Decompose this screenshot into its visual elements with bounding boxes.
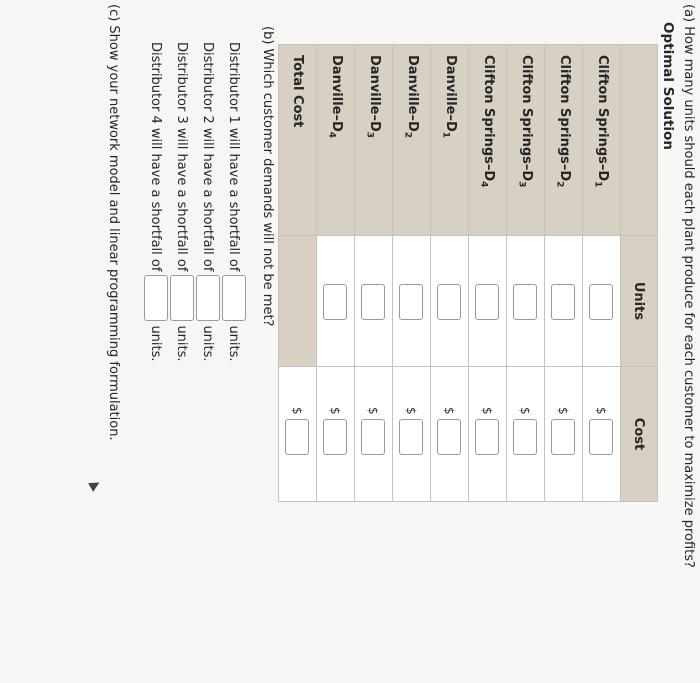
shortfall-text: Distributor 3 will have a shortfall of	[174, 42, 190, 272]
shortfall-input[interactable]	[144, 275, 168, 321]
total-cost-input[interactable]	[286, 419, 310, 455]
table-row	[317, 45, 355, 502]
cost-cell	[431, 367, 469, 502]
units-cell	[469, 236, 507, 367]
cost-cell	[583, 367, 621, 502]
cost-input[interactable]	[476, 419, 500, 455]
row-label: Danville–$D_4$	[317, 45, 355, 236]
total-cost-label: Total Cost	[279, 45, 317, 236]
cost-input[interactable]	[514, 419, 538, 455]
units-cell	[431, 236, 469, 367]
question-c-text: (c) Show your network model and linear programming formulation.	[106, 4, 121, 441]
shortfall-row	[196, 42, 220, 362]
optimal-solution-table	[278, 44, 658, 502]
dollar-sign: $	[328, 407, 343, 415]
units-input[interactable]	[362, 284, 386, 320]
total-cost-row	[279, 45, 317, 502]
shortfall-input[interactable]	[222, 275, 246, 321]
cost-input[interactable]	[400, 419, 424, 455]
cost-cell	[469, 367, 507, 502]
question-b-text: (b) Which customer demands will not be met?	[260, 26, 275, 327]
shortfall-text: Distributor 2 will have a shortfall of	[200, 42, 216, 272]
units-column-header: Units	[621, 236, 658, 367]
table-row	[545, 45, 583, 502]
row-label: Clifton Springs–$D_1$	[583, 45, 621, 236]
dollar-sign: $	[518, 407, 533, 415]
table-row	[393, 45, 431, 502]
table-corner-header	[621, 45, 658, 236]
mouse-cursor-icon	[88, 478, 102, 492]
units-cell	[393, 236, 431, 367]
table-row	[431, 45, 469, 502]
units-input[interactable]	[514, 284, 538, 320]
row-label: Danville–$D_1$	[431, 45, 469, 236]
row-label: Clifton Springs–$D_4$	[469, 45, 507, 236]
shortfall-row	[170, 42, 194, 362]
cost-input[interactable]	[552, 419, 576, 455]
cost-cell	[507, 367, 545, 502]
cost-cell	[393, 367, 431, 502]
units-cell	[507, 236, 545, 367]
cost-input[interactable]	[590, 419, 614, 455]
units-suffix: units.	[174, 325, 190, 362]
dollar-sign: $	[290, 407, 305, 415]
cost-input[interactable]	[438, 419, 462, 455]
dollar-sign: $	[480, 407, 495, 415]
units-input[interactable]	[552, 284, 576, 320]
units-cell	[355, 236, 393, 367]
table-row	[507, 45, 545, 502]
units-cell	[545, 236, 583, 367]
table-row	[469, 45, 507, 502]
units-input[interactable]	[438, 284, 462, 320]
row-label: Clifton Springs–$D_2$	[545, 45, 583, 236]
dollar-sign: $	[366, 407, 381, 415]
cost-cell	[317, 367, 355, 502]
shortfall-input[interactable]	[196, 275, 220, 321]
shortfall-row	[144, 42, 168, 362]
units-input[interactable]	[324, 284, 348, 320]
units-suffix: units.	[226, 325, 242, 362]
units-cell	[317, 236, 355, 367]
dollar-sign: $	[442, 407, 457, 415]
dollar-sign: $	[404, 407, 419, 415]
dollar-sign: $	[594, 407, 609, 415]
cost-cell	[355, 367, 393, 502]
row-label: Danville–$D_2$	[393, 45, 431, 236]
cost-input[interactable]	[324, 419, 348, 455]
total-units-cell	[279, 236, 317, 367]
optimal-solution-heading: Optimal Solution	[660, 22, 676, 150]
row-label: Clifton Springs–$D_3$	[507, 45, 545, 236]
cost-column-header: Cost	[621, 367, 658, 502]
shortfall-row	[222, 42, 246, 362]
cost-input[interactable]	[362, 419, 386, 455]
shortfall-text: Distributor 1 will have a shortfall of	[226, 42, 242, 272]
dollar-sign: $	[556, 407, 571, 415]
row-label: Danville–$D_3$	[355, 45, 393, 236]
units-suffix: units.	[200, 325, 216, 362]
units-input[interactable]	[400, 284, 424, 320]
units-input[interactable]	[476, 284, 500, 320]
question-a-text: (a) How many units should each plant produce for each customer to maximize profits?	[681, 4, 696, 568]
units-cell	[583, 236, 621, 367]
cost-cell	[545, 367, 583, 502]
table-row	[355, 45, 393, 502]
units-suffix: units.	[148, 325, 164, 362]
table-row	[583, 45, 621, 502]
shortfall-input[interactable]	[170, 275, 194, 321]
total-cost-cell	[279, 367, 317, 502]
shortfall-text: Distributor 4 will have a shortfall of	[148, 42, 164, 272]
units-input[interactable]	[590, 284, 614, 320]
